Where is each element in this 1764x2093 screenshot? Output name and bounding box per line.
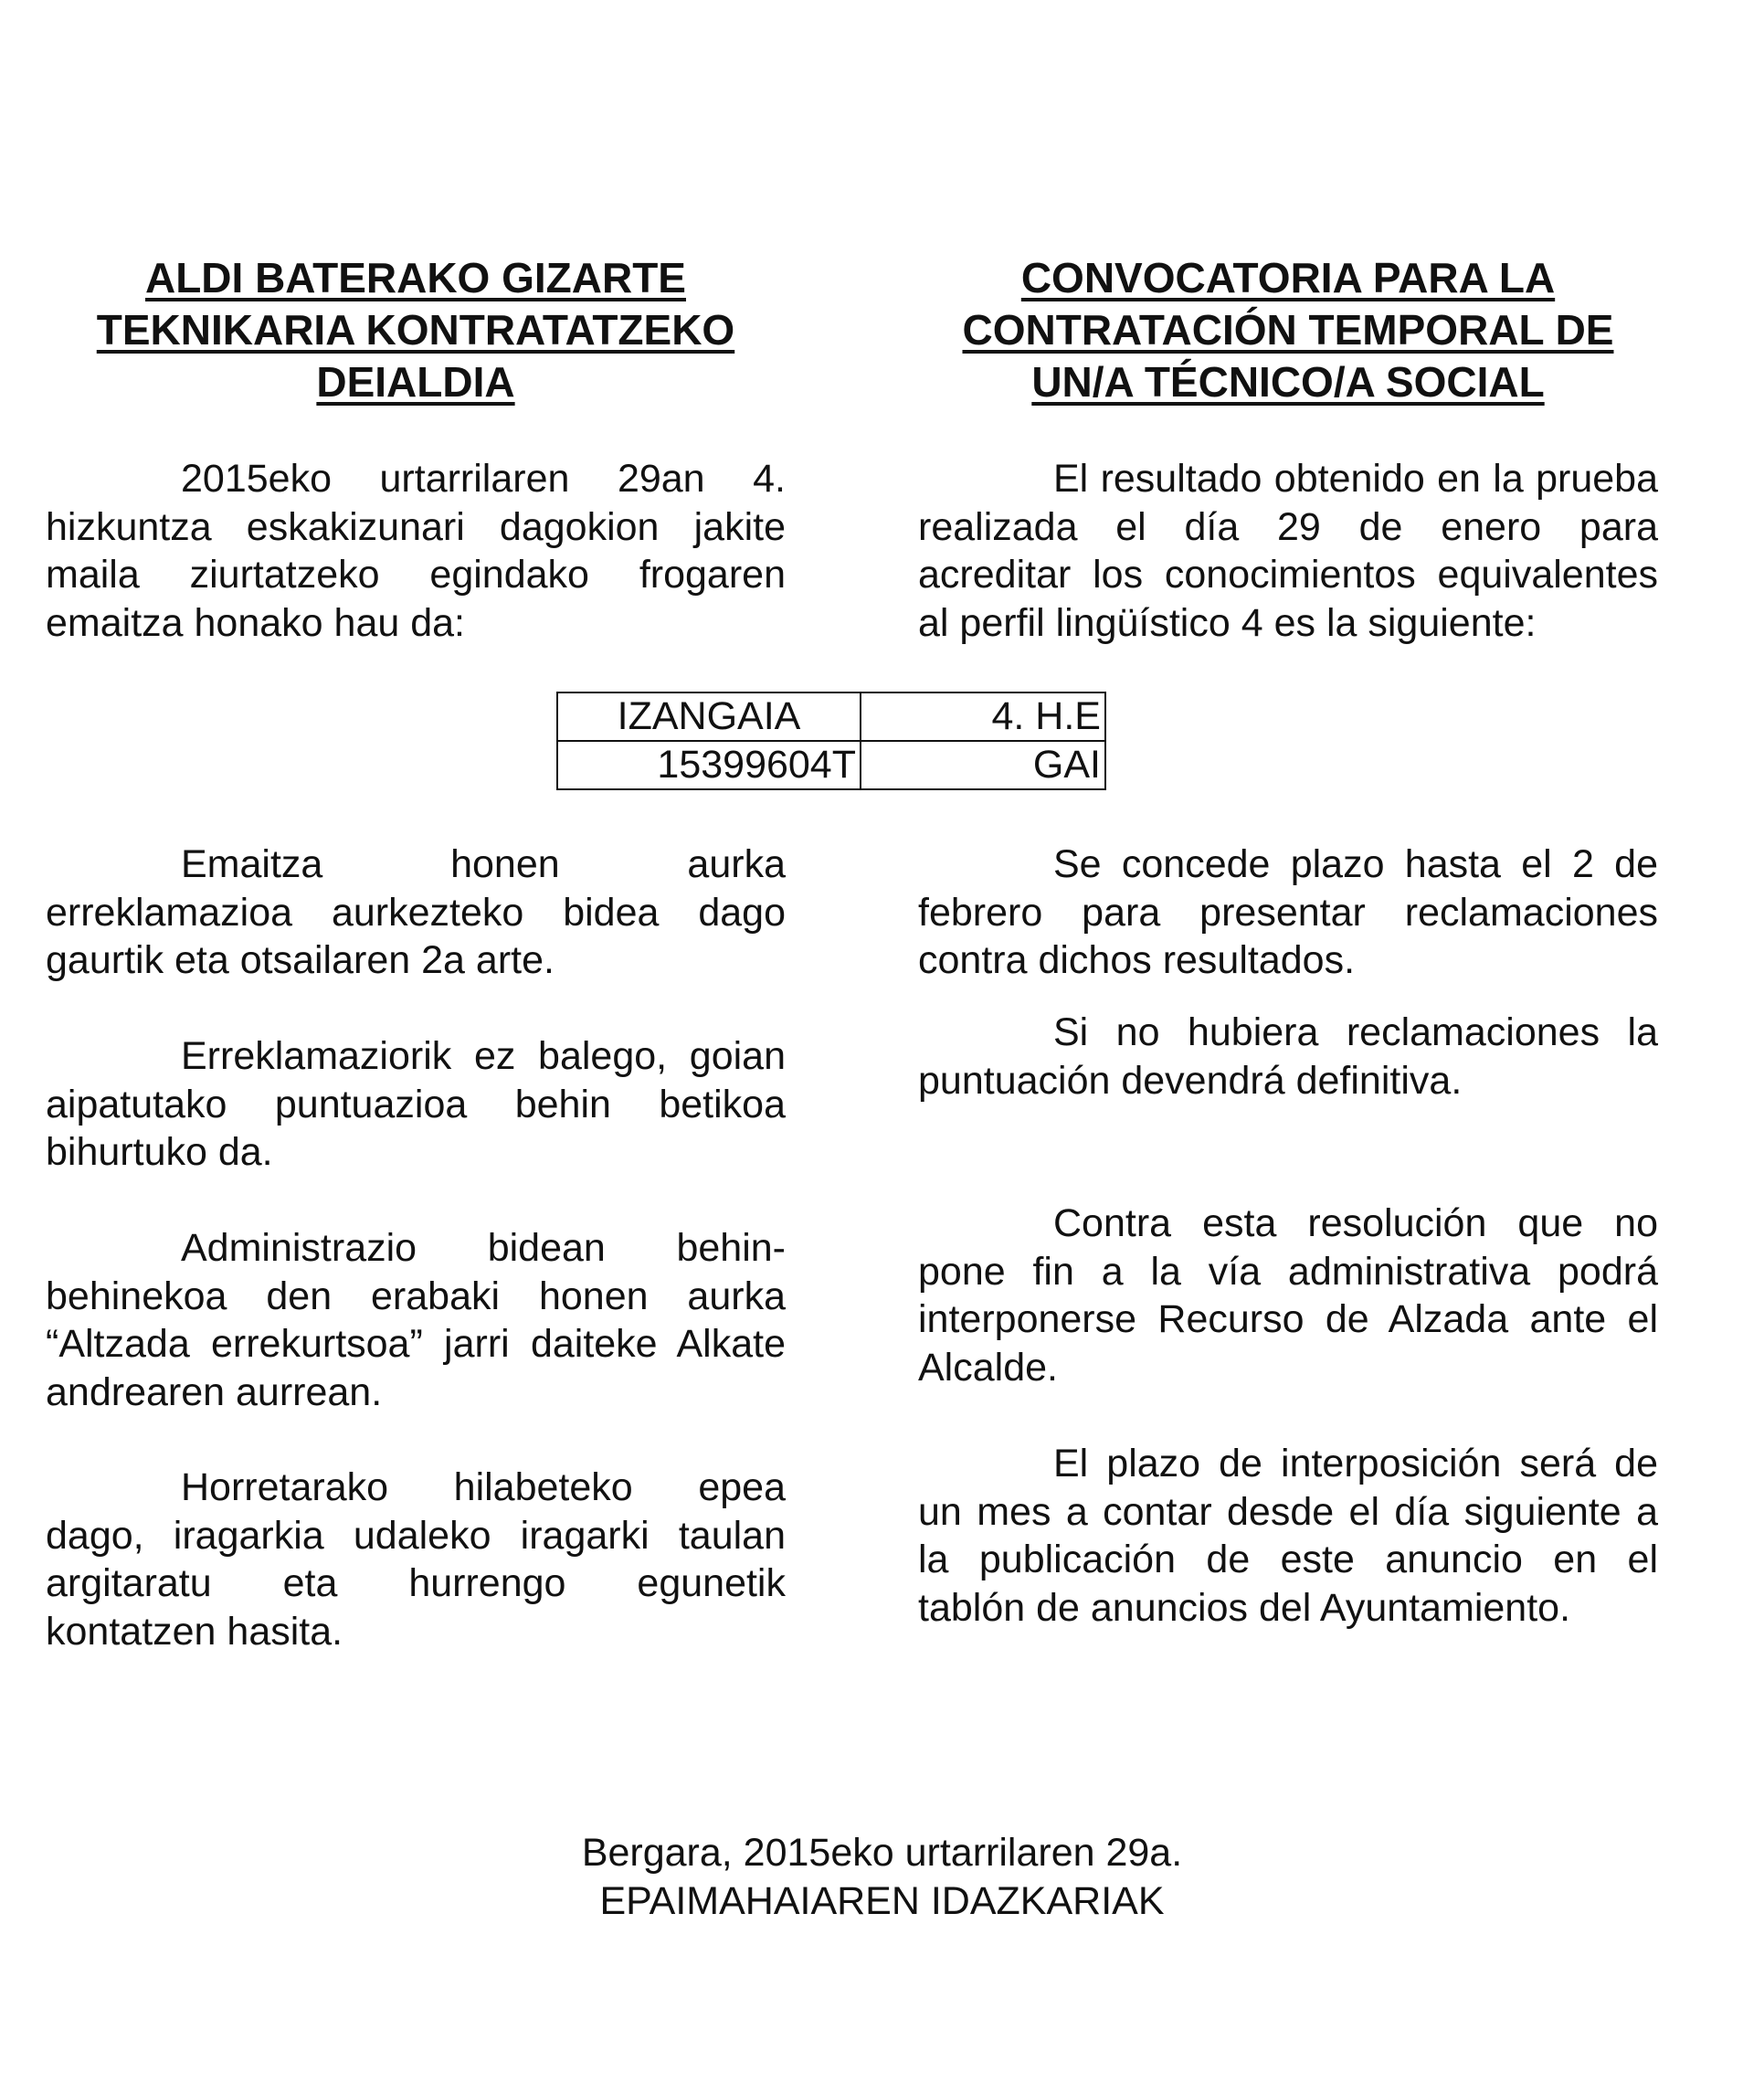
spanish-appeal-paragraph: Contra esta resolución que no pone fin a la vía administrativa podrá interponerse Recurso de Alzada ante el Alcalde. bbox=[918, 1201, 1658, 1390]
basque-title-line: ALDI BATERAKO GIZARTE bbox=[144, 254, 686, 301]
table-header-cell: 4. H.E bbox=[861, 692, 1105, 741]
table-cell: GAI bbox=[861, 741, 1105, 789]
signature-signer: EPAIMAHAIAREN IDAZKARIAK bbox=[599, 1878, 1165, 1923]
spanish-title-line: UN/A TÉCNICO/A SOCIAL bbox=[1031, 358, 1545, 406]
spanish-claim-paragraph: Se concede plazo hasta el 2 de febrero para presentar reclamaciones contra dichos resultados. bbox=[918, 842, 1658, 982]
spanish-final-note-paragraph: Si no hubiera reclamaciones la puntuación devendrá definitiva. bbox=[918, 1010, 1658, 1103]
basque-final-note-paragraph: Erreklamaziorik ez balego, goian aipatutako puntuazioa behin betikoa bihurtuko da. bbox=[46, 1034, 786, 1174]
signature-block bbox=[0, 1829, 1764, 1925]
basque-intro-paragraph: 2015eko urtarrilaren 29an 4. hizkuntza eskakizunari dagokion jakite maila ziurtatzeko egindako frogaren emaitza honako hau da: bbox=[46, 457, 786, 645]
basque-claim-paragraph: Emaitza honen aurka erreklamazioa aurkezteko bidea dago gaurtik eta otsailaren 2a arte. bbox=[46, 842, 786, 982]
table-row bbox=[557, 741, 1105, 789]
basque-appeal-paragraph: Administrazio bidean behin-behinekoa den erabaki honen aurka “Altzada errekurtsoa” jarri daiteke Alkate andrearen aurrean. bbox=[46, 1226, 786, 1414]
spanish-deadline-paragraph: El plazo de interposición será de un mes a contar desde el día siguiente a la publicación de este anuncio en el tablón de anuncios del Ayuntamiento. bbox=[918, 1442, 1658, 1630]
spanish-title-line: CONVOCATORIA PARA LA bbox=[1020, 254, 1556, 301]
spanish-title bbox=[918, 252, 1658, 408]
table-header-cell: IZANGAIA bbox=[557, 692, 861, 741]
results-table bbox=[556, 692, 1106, 790]
table-header-row bbox=[557, 692, 1105, 741]
spanish-intro-paragraph: El resultado obtenido en la prueba realizada el día 29 de enero para acreditar los conocimientos equivalentes al perfil lingüístico 4 es la siguiente: bbox=[918, 457, 1658, 645]
basque-deadline-paragraph: Horretarako hilabeteko epea dago, iragarkia udaleko iragarki taulan argitaratu eta hurrengo egunetik kontatzen hasita. bbox=[46, 1465, 786, 1654]
basque-title-line: DEIALDIA bbox=[316, 358, 515, 406]
signature-place-date: Bergara, 2015eko urtarrilaren 29a. bbox=[581, 1831, 1183, 1875]
basque-title-line: TEKNIKARIA KONTRATATZEKO bbox=[96, 306, 735, 354]
basque-title bbox=[46, 252, 786, 408]
table-cell: 15399604T bbox=[557, 741, 861, 789]
spanish-title-line: CONTRATACIÓN TEMPORAL DE bbox=[962, 306, 1614, 354]
